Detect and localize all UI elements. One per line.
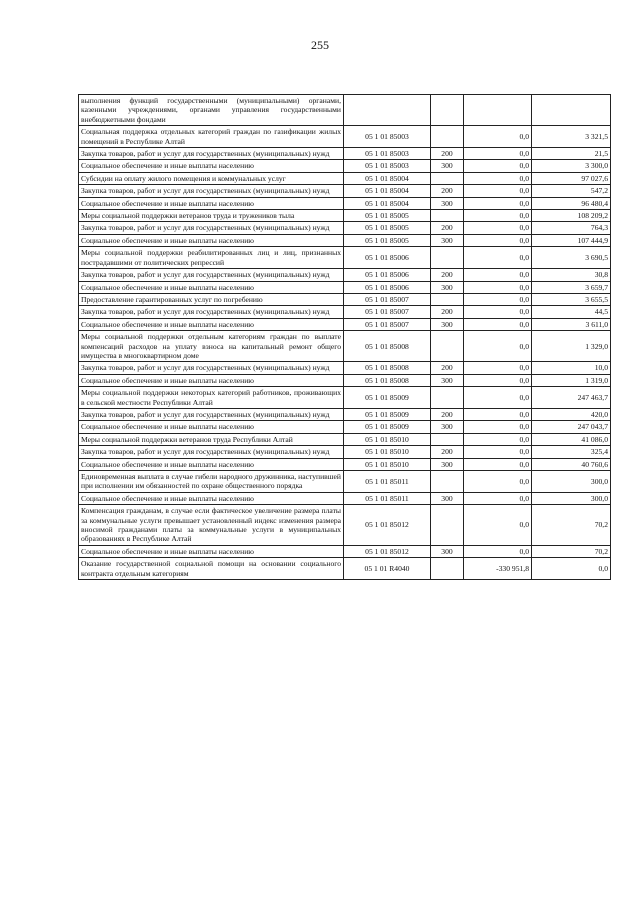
row-amount-total-cell: 108 209,2 xyxy=(532,210,611,222)
row-target-article-cell xyxy=(344,95,431,126)
row-name-cell: Социальное обеспечение и иные выплаты населению xyxy=(79,545,344,557)
row-amount-change-cell xyxy=(464,95,532,126)
table-row xyxy=(79,408,611,420)
table-row xyxy=(79,95,611,126)
row-amount-change-cell: 0,0 xyxy=(464,172,532,184)
budget-table-body xyxy=(79,95,611,580)
row-amount-total-cell: 3 611,0 xyxy=(532,318,611,330)
row-expense-type-cell: 300 xyxy=(431,318,464,330)
row-amount-change-cell: 0,0 xyxy=(464,306,532,318)
row-amount-change-cell: -330 951,8 xyxy=(464,558,532,580)
row-name-cell: Социальное обеспечение и иные выплаты населению xyxy=(79,234,344,246)
row-target-article-cell: 05 1 01 85003 xyxy=(344,126,431,148)
row-expense-type-cell: 200 xyxy=(431,222,464,234)
table-row xyxy=(79,421,611,433)
row-amount-total-cell: 3 690,5 xyxy=(532,247,611,269)
row-target-article-cell: 05 1 01 85010 xyxy=(344,433,431,445)
row-expense-type-cell xyxy=(431,433,464,445)
row-name-cell: Компенсация гражданам, в случае если фактическое увеличение размера платы за коммунальные услуги превышает установленный индекс изменения размера вносимой гражданами платы за коммунальные услуги в муниципальных образованиях в Республике Алтай xyxy=(79,505,344,546)
row-target-article-cell: 05 1 01 85011 xyxy=(344,471,431,493)
row-amount-change-cell: 0,0 xyxy=(464,421,532,433)
table-row xyxy=(79,293,611,305)
row-name-cell: Социальная поддержка отдельных категорий граждан по газификации жилых помещений в Республике Алтай xyxy=(79,126,344,148)
row-amount-change-cell: 0,0 xyxy=(464,505,532,546)
page-number: 255 xyxy=(311,38,329,52)
row-amount-change-cell: 0,0 xyxy=(464,281,532,293)
row-expense-type-cell: 200 xyxy=(431,446,464,458)
row-name-cell: Закупка товаров, работ и услуг для государственных (муниципальных) нужд xyxy=(79,362,344,374)
row-amount-total-cell: 300,0 xyxy=(532,492,611,504)
row-expense-type-cell: 200 xyxy=(431,185,464,197)
row-target-article-cell: 05 1 01 85010 xyxy=(344,446,431,458)
row-expense-type-cell xyxy=(431,247,464,269)
row-target-article-cell: 05 1 01 85004 xyxy=(344,185,431,197)
row-target-article-cell: 05 1 01 85009 xyxy=(344,408,431,420)
table-row xyxy=(79,374,611,386)
row-expense-type-cell: 200 xyxy=(431,408,464,420)
table-row xyxy=(79,247,611,269)
row-amount-total-cell: 70,2 xyxy=(532,505,611,546)
table-row xyxy=(79,126,611,148)
row-amount-change-cell: 0,0 xyxy=(464,148,532,160)
row-name-cell: выполнения функций государственными (муниципальными) органами, казенными учреждениями, органами управления государственными внебюджетными фондами xyxy=(79,95,344,126)
row-expense-type-cell: 300 xyxy=(431,492,464,504)
row-name-cell: Оказание государственной социальной помощи на основании социального контракта отдельным категориям xyxy=(79,558,344,580)
row-amount-total-cell: 3 321,5 xyxy=(532,126,611,148)
row-name-cell: Социальное обеспечение и иные выплаты населению xyxy=(79,318,344,330)
row-target-article-cell: 05 1 01 85007 xyxy=(344,306,431,318)
row-amount-total-cell: 1 319,0 xyxy=(532,374,611,386)
row-name-cell: Закупка товаров, работ и услуг для государственных (муниципальных) нужд xyxy=(79,222,344,234)
row-name-cell: Социальное обеспечение и иные выплаты населению xyxy=(79,421,344,433)
row-name-cell: Социальное обеспечение и иные выплаты населению xyxy=(79,197,344,209)
table-row xyxy=(79,281,611,293)
row-name-cell: Закупка товаров, работ и услуг для государственных (муниципальных) нужд xyxy=(79,306,344,318)
row-amount-change-cell: 0,0 xyxy=(464,458,532,470)
row-name-cell: Закупка товаров, работ и услуг для государственных (муниципальных) нужд xyxy=(79,269,344,281)
table-row xyxy=(79,234,611,246)
row-target-article-cell: 05 1 01 85010 xyxy=(344,458,431,470)
table-row xyxy=(79,446,611,458)
row-target-article-cell: 05 1 01 85005 xyxy=(344,210,431,222)
row-amount-change-cell: 0,0 xyxy=(464,446,532,458)
table-row xyxy=(79,505,611,546)
row-name-cell: Единовременная выплата в случае гибели народного дружинника, наступившей при исполнении им обязанностей по охране общественного порядка xyxy=(79,471,344,493)
row-expense-type-cell xyxy=(431,95,464,126)
table-row xyxy=(79,222,611,234)
row-amount-total-cell: 3 659,7 xyxy=(532,281,611,293)
row-expense-type-cell: 300 xyxy=(431,197,464,209)
row-amount-change-cell: 0,0 xyxy=(464,433,532,445)
row-name-cell: Социальное обеспечение и иные выплаты населению xyxy=(79,281,344,293)
row-amount-change-cell: 0,0 xyxy=(464,387,532,409)
budget-table xyxy=(78,94,611,580)
row-expense-type-cell xyxy=(431,293,464,305)
row-expense-type-cell: 200 xyxy=(431,148,464,160)
row-amount-total-cell: 247 043,7 xyxy=(532,421,611,433)
row-expense-type-cell xyxy=(431,331,464,362)
row-expense-type-cell xyxy=(431,126,464,148)
row-name-cell: Закупка товаров, работ и услуг для государственных (муниципальных) нужд xyxy=(79,148,344,160)
row-name-cell: Социальное обеспечение и иные выплаты населению xyxy=(79,458,344,470)
row-name-cell: Меры социальной поддержки ветеранов труда и тружеников тыла xyxy=(79,210,344,222)
row-amount-total-cell: 1 329,0 xyxy=(532,331,611,362)
row-target-article-cell: 05 1 01 85006 xyxy=(344,247,431,269)
row-target-article-cell: 05 1 01 85008 xyxy=(344,331,431,362)
row-expense-type-cell xyxy=(431,471,464,493)
row-expense-type-cell xyxy=(431,505,464,546)
row-expense-type-cell: 200 xyxy=(431,362,464,374)
row-target-article-cell: 05 1 01 85006 xyxy=(344,281,431,293)
row-amount-total-cell: 107 444,9 xyxy=(532,234,611,246)
row-name-cell: Предоставление гарантированных услуг по погребению xyxy=(79,293,344,305)
row-name-cell: Субсидии на оплату жилого помещения и коммунальных услуг xyxy=(79,172,344,184)
row-target-article-cell: 05 1 01 85007 xyxy=(344,318,431,330)
row-amount-change-cell: 0,0 xyxy=(464,185,532,197)
row-amount-change-cell: 0,0 xyxy=(464,331,532,362)
table-row xyxy=(79,197,611,209)
table-row xyxy=(79,387,611,409)
row-expense-type-cell: 300 xyxy=(431,281,464,293)
row-amount-change-cell: 0,0 xyxy=(464,471,532,493)
row-name-cell: Закупка товаров, работ и услуг для государственных (муниципальных) нужд xyxy=(79,446,344,458)
table-row xyxy=(79,160,611,172)
row-amount-total-cell: 96 480,4 xyxy=(532,197,611,209)
table-row xyxy=(79,433,611,445)
row-name-cell: Закупка товаров, работ и услуг для государственных (муниципальных) нужд xyxy=(79,185,344,197)
row-amount-total-cell: 247 463,7 xyxy=(532,387,611,409)
row-amount-total-cell: 764,3 xyxy=(532,222,611,234)
row-amount-total-cell: 97 027,6 xyxy=(532,172,611,184)
table-row xyxy=(79,471,611,493)
row-amount-change-cell: 0,0 xyxy=(464,247,532,269)
row-target-article-cell: 05 1 01 85003 xyxy=(344,148,431,160)
row-name-cell: Меры социальной поддержки отдельным категориям граждан по выплате компенсаций расходов на уплату взноса на капитальный ремонт общего имущества в многоквартирном доме xyxy=(79,331,344,362)
row-target-article-cell: 05 1 01 85012 xyxy=(344,545,431,557)
row-expense-type-cell: 300 xyxy=(431,421,464,433)
table-row xyxy=(79,362,611,374)
row-expense-type-cell: 200 xyxy=(431,306,464,318)
row-amount-total-cell: 3 300,0 xyxy=(532,160,611,172)
row-amount-change-cell: 0,0 xyxy=(464,362,532,374)
table-row xyxy=(79,269,611,281)
row-target-article-cell: 05 1 01 85008 xyxy=(344,374,431,386)
row-expense-type-cell xyxy=(431,172,464,184)
table-row xyxy=(79,210,611,222)
row-expense-type-cell: 200 xyxy=(431,269,464,281)
row-expense-type-cell: 300 xyxy=(431,160,464,172)
row-amount-total-cell: 41 086,0 xyxy=(532,433,611,445)
row-amount-total-cell xyxy=(532,95,611,126)
row-amount-total-cell: 325,4 xyxy=(532,446,611,458)
row-amount-change-cell: 0,0 xyxy=(464,126,532,148)
row-amount-total-cell: 40 760,6 xyxy=(532,458,611,470)
row-name-cell: Социальное обеспечение и иные выплаты населению xyxy=(79,160,344,172)
row-expense-type-cell xyxy=(431,558,464,580)
table-row xyxy=(79,172,611,184)
row-name-cell: Социальное обеспечение и иные выплаты населению xyxy=(79,492,344,504)
row-target-article-cell: 05 1 01 85012 xyxy=(344,505,431,546)
row-amount-change-cell: 0,0 xyxy=(464,160,532,172)
row-name-cell: Социальное обеспечение и иные выплаты населению xyxy=(79,374,344,386)
row-amount-total-cell: 70,2 xyxy=(532,545,611,557)
row-amount-total-cell: 10,0 xyxy=(532,362,611,374)
row-target-article-cell: 05 1 01 85006 xyxy=(344,269,431,281)
row-amount-change-cell: 0,0 xyxy=(464,374,532,386)
row-amount-change-cell: 0,0 xyxy=(464,492,532,504)
row-expense-type-cell: 300 xyxy=(431,458,464,470)
row-target-article-cell: 05 1 01 85005 xyxy=(344,234,431,246)
row-amount-change-cell: 0,0 xyxy=(464,197,532,209)
table-row xyxy=(79,558,611,580)
table-row xyxy=(79,318,611,330)
row-target-article-cell: 05 1 01 85008 xyxy=(344,362,431,374)
row-name-cell: Меры социальной поддержки некоторых категорий работников, проживающих в сельской местности Республики Алтай xyxy=(79,387,344,409)
row-amount-total-cell: 21,5 xyxy=(532,148,611,160)
row-expense-type-cell xyxy=(431,387,464,409)
table-row xyxy=(79,458,611,470)
row-target-article-cell: 05 1 01 85007 xyxy=(344,293,431,305)
table-row xyxy=(79,306,611,318)
table-row xyxy=(79,492,611,504)
row-target-article-cell: 05 1 01 85004 xyxy=(344,197,431,209)
row-amount-total-cell: 0,0 xyxy=(532,558,611,580)
row-amount-total-cell: 3 655,5 xyxy=(532,293,611,305)
row-amount-change-cell: 0,0 xyxy=(464,545,532,557)
row-amount-total-cell: 547,2 xyxy=(532,185,611,197)
row-expense-type-cell: 300 xyxy=(431,374,464,386)
row-amount-change-cell: 0,0 xyxy=(464,293,532,305)
row-amount-change-cell: 0,0 xyxy=(464,210,532,222)
row-name-cell: Меры социальной поддержки ветеранов труда Республики Алтай xyxy=(79,433,344,445)
row-amount-change-cell: 0,0 xyxy=(464,269,532,281)
row-expense-type-cell: 300 xyxy=(431,545,464,557)
row-amount-total-cell: 420,0 xyxy=(532,408,611,420)
row-expense-type-cell: 300 xyxy=(431,234,464,246)
row-name-cell: Меры социальной поддержки реабилитированных лиц и лиц, признанных пострадавшими от политических репрессий xyxy=(79,247,344,269)
row-expense-type-cell xyxy=(431,210,464,222)
row-target-article-cell: 05 1 01 85009 xyxy=(344,421,431,433)
row-amount-total-cell: 44,5 xyxy=(532,306,611,318)
row-target-article-cell: 05 1 01 85003 xyxy=(344,160,431,172)
row-target-article-cell: 05 1 01 R4040 xyxy=(344,558,431,580)
table-row xyxy=(79,545,611,557)
row-amount-change-cell: 0,0 xyxy=(464,234,532,246)
row-target-article-cell: 05 1 01 85009 xyxy=(344,387,431,409)
row-target-article-cell: 05 1 01 85004 xyxy=(344,172,431,184)
row-name-cell: Закупка товаров, работ и услуг для государственных (муниципальных) нужд xyxy=(79,408,344,420)
row-amount-change-cell: 0,0 xyxy=(464,222,532,234)
row-target-article-cell: 05 1 01 85011 xyxy=(344,492,431,504)
row-amount-total-cell: 300,0 xyxy=(532,471,611,493)
row-amount-total-cell: 30,8 xyxy=(532,269,611,281)
table-row xyxy=(79,185,611,197)
row-target-article-cell: 05 1 01 85005 xyxy=(344,222,431,234)
table-row xyxy=(79,148,611,160)
row-amount-change-cell: 0,0 xyxy=(464,318,532,330)
row-amount-change-cell: 0,0 xyxy=(464,408,532,420)
table-row xyxy=(79,331,611,362)
